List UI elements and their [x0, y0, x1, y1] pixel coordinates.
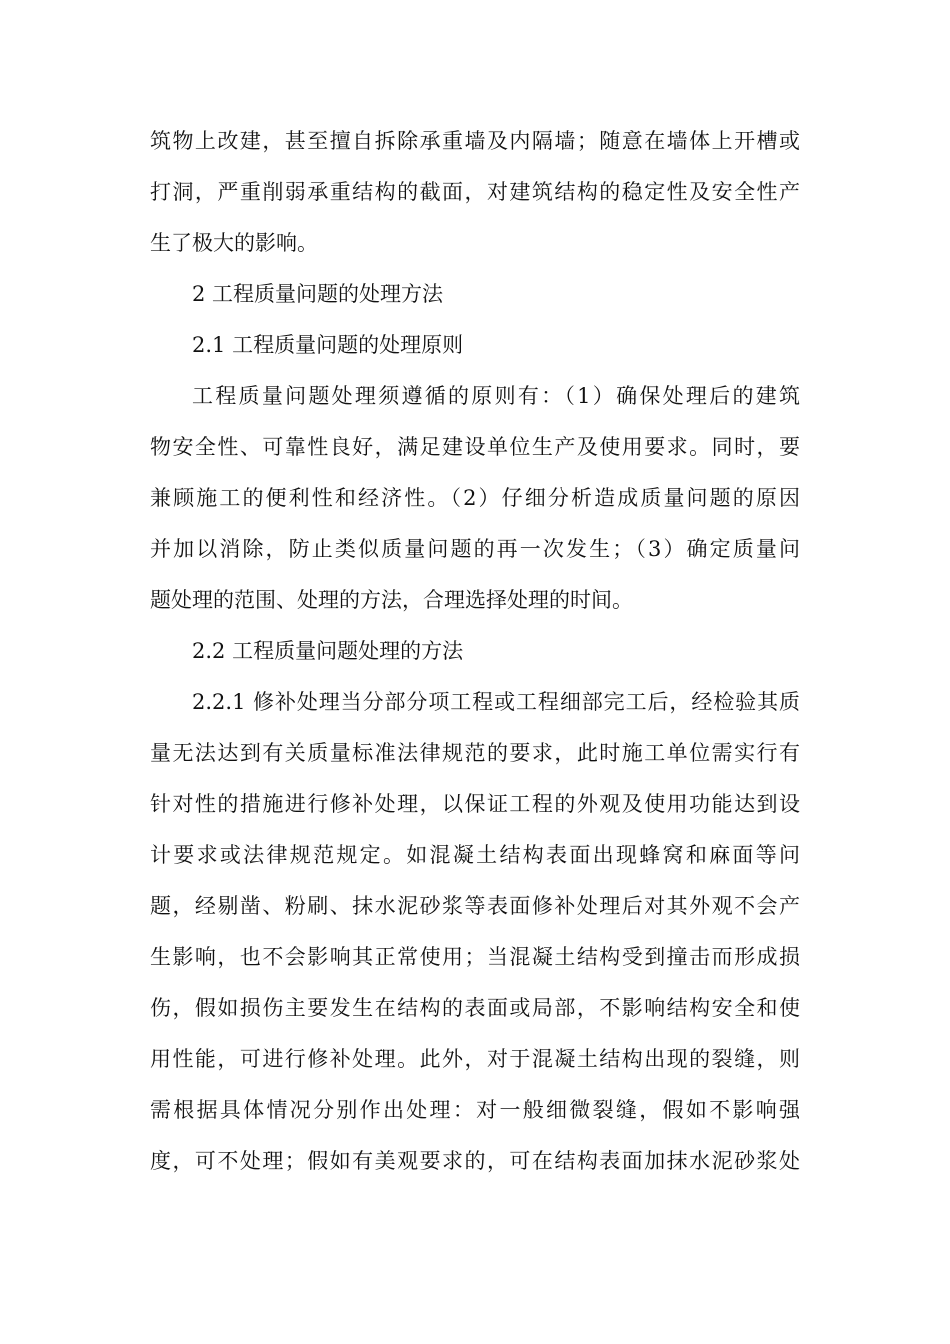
text-line: 并加以消除，防止类似质量问题的再一次发生；（3）确定质量问 — [150, 537, 800, 561]
text-line: 针对性的措施进行修补处理，以保证工程的外观及使用功能达到设 — [150, 792, 800, 816]
text-line: 题，经剔凿、粉刷、抹水泥砂浆等表面修补处理后对其外观不会产 — [150, 894, 800, 918]
text-line: 打洞，严重削弱承重结构的截面，对建筑结构的稳定性及安全性产 — [150, 180, 800, 204]
subsection-heading: 2.2 工程质量问题处理的方法 — [192, 639, 464, 663]
text-line: 工程质量问题处理须遵循的原则有：（1）确保处理后的建筑 — [192, 384, 800, 408]
text-line: 2.2.1 修补处理当分部分项工程或工程细部完工后，经检验其质 — [192, 690, 800, 714]
text-line: 伤，假如损伤主要发生在结构的表面或局部，不影响结构安全和使 — [150, 996, 800, 1020]
text-line: 度，可不处理；假如有美观要求的，可在结构表面加抹水泥砂浆处 — [150, 1149, 800, 1173]
text-line: 生了极大的影响。 — [150, 231, 318, 255]
text-line: 生影响，也不会影响其正常使用；当混凝土结构受到撞击而形成损 — [150, 945, 800, 969]
text-line: 需根据具体情况分别作出处理：对一般细微裂缝，假如不影响强 — [150, 1098, 800, 1122]
subsection-heading: 2.1 工程质量问题的处理原则 — [192, 333, 464, 357]
text-line: 题处理的范围、处理的方法，合理选择处理的时间。 — [150, 588, 633, 612]
text-line: 用性能，可进行修补处理。此外，对于混凝土结构出现的裂缝，则 — [150, 1047, 800, 1071]
body-text — [150, 116, 800, 1187]
text-line: 兼顾施工的便利性和经济性。（2）仔细分析造成质量问题的原因 — [150, 486, 800, 510]
text-line: 物安全性、可靠性良好，满足建设单位生产及使用要求。同时，要 — [150, 435, 800, 459]
section-heading: 2 工程质量问题的处理方法 — [192, 282, 444, 306]
text-line: 筑物上改建，甚至擅自拆除承重墙及内隔墙；随意在墙体上开槽或 — [150, 129, 800, 153]
text-line: 计要求或法律规范规定。如混凝土结构表面出现蜂窝和麻面等问 — [150, 843, 800, 867]
text-line: 量无法达到有关质量标准法律规范的要求，此时施工单位需实行有 — [150, 741, 800, 765]
